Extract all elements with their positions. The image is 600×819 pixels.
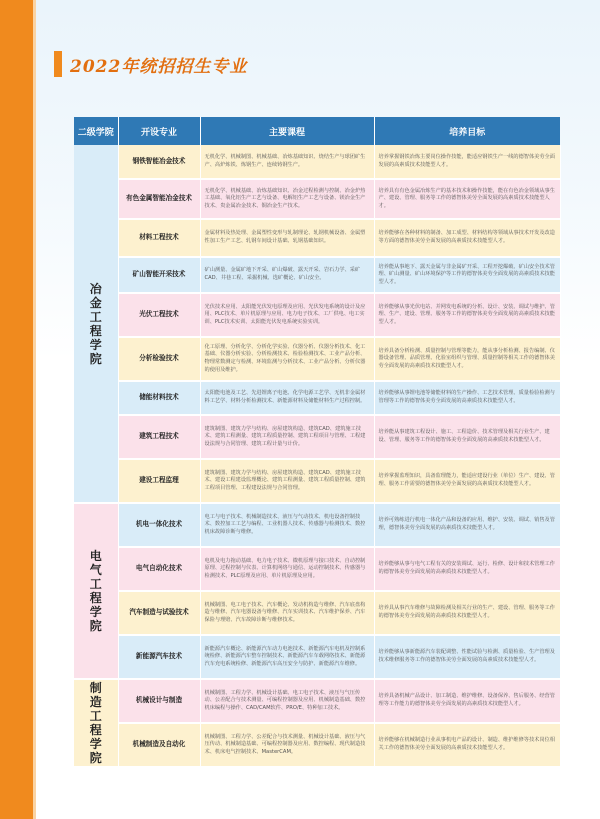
major-goals: 培养掌握监理知识，具备监理能力，能适应建设行业（单位）生产、建设、管理、服务工作需要的德智体美劳全面发展的高素质技术技能型人才。 <box>374 459 560 503</box>
header-major: 开设专业 <box>118 117 200 145</box>
major-name: 机械制造及自动化 <box>118 723 200 767</box>
major-name: 建设工程监理 <box>118 459 200 503</box>
college-name: 电气工程学院 <box>89 549 102 633</box>
table-row <box>74 679 560 723</box>
major-courses: 无机化学、机械制图、机械基础、冶炼基础知识、烧结生产与球团矿生产、高炉炼铁、炼钢生产、连续铸钢生产。 <box>200 145 374 179</box>
college-electrical <box>74 503 118 679</box>
major-name: 有色金属智能冶金技术 <box>118 179 200 219</box>
major-name: 建筑工程技术 <box>118 415 200 459</box>
table-header-row <box>74 117 560 145</box>
table-row <box>74 723 560 767</box>
major-courses: 建筑制图、建筑力学与结构、房屋建筑构造、建筑CAD、建筑施工技术、建筑工程测量、建筑工程质量控制、建筑工程项目与管理、工程建设法规与合同管理、建筑工程计量与计价。 <box>200 415 374 459</box>
major-goals: 培养能从事地下、露天金属与非金属矿开采、工程开挖爆破、矿山安全技术管理、矿山测量、矿山环境保护等工作的德智体美劳全面发展的高素质技术技能型人才。 <box>374 257 560 293</box>
left-orange-bar <box>0 0 33 819</box>
major-courses: 太阳能电池及工艺、先进锂离子电池、化学电源工艺学、无机非金属材料工艺学、材料分析检测技术、新能源材料及储能材料生产过程控制。 <box>200 381 374 415</box>
table-row <box>74 547 560 591</box>
major-courses: 建筑制图、建筑力学与结构、房屋建筑构造、建筑CAD、建筑施工技术、建设工程建设监理概论、建筑工程测量、建筑工程质量控制、建筑工程项目管理、工程建设法规与合同管理。 <box>200 459 374 503</box>
major-goals: 培养能够从事新能源汽车装配调整、性能试验与检测、质量检验、生产管理及技术维修服务等工作的德智体美劳全面发展的高素质技术技能型人才。 <box>374 635 560 679</box>
major-name: 材料工程技术 <box>118 219 200 257</box>
college-manufacturing <box>74 679 118 767</box>
major-courses: 化工原理、分析化学、分析化学实验、仪器分析、仪器分析技术、化工基础、仪器分析实验、分析检测技术、检验检测技术、工业产品分析、物理常数测定与检测、环境监测与分析技术、工业产品分析、分析仪器的使用及维护。 <box>200 337 374 381</box>
major-goals: 培养掌握钢铁冶炼主要岗位操作技能，能适应钢铁生产一线的德智体美劳全面发展的高素质技术技能型人才。 <box>374 145 560 179</box>
major-goals: 培养能够从事锂电池等储能材料的生产操作、工艺技术管理、质量检验检测与管理等工作的德智体美劳全面发展的高素质技术技能型人才。 <box>374 381 560 415</box>
major-name: 汽车制造与试验技术 <box>118 591 200 635</box>
major-courses: 机械制图、电工电子技术、汽车概论、发动机构造与维修、汽车底盘构造与维修、汽车电器设备与维修、汽车实训技术、汽车维护保养、汽车保险与理赔、汽车故障诊断与维修技术。 <box>200 591 374 635</box>
major-name: 储能材料技术 <box>118 381 200 415</box>
major-courses: 矿山测量、金属矿地下开采、矿山爆破、露天开采、岩石力学、采矿CAD、井巷工程、采掘机械、选矿概论、矿山安全。 <box>200 257 374 293</box>
major-courses: 光伏技术应用、太阳能光伏发电原理及应用、光伏发电系统的设计及应用、PLC技术、单片机原理与应用、电力电子技术、工厂供电、电工实训、PLC技术实训、太阳能光伏发电系统实验实训。 <box>200 293 374 337</box>
major-courses: 新能源汽车概论、新能源汽车动力电池技术、新能源汽车电机及控制系统检修、新能源汽车整车控制技术、新能源汽车车载网络技术、新能源汽车充电系统检修、新能源汽车高压安全与防护、新能源汽车维修。 <box>200 635 374 679</box>
table-row <box>74 591 560 635</box>
left-bar-stripe <box>33 0 36 819</box>
table-row <box>74 219 560 257</box>
title-marker <box>54 51 62 77</box>
major-goals: 培养能够从事与电气工程有关的安装调试、运行、检修、设计和技术管理工作的德智体美劳全面发展的高素质技术技能型人才。 <box>374 547 560 591</box>
major-name: 矿山智能开采技术 <box>118 257 200 293</box>
major-goals: 培养能从事建筑工程设计、施工、工程造价、技术管理及相关行业生产、建设、管理、服务等工作的德智体美劳全面发展的高素质技术技能型人才。 <box>374 415 560 459</box>
header-college: 二级学院 <box>74 117 118 145</box>
major-courses: 机械制图、工程力学、机械设计基础、电工电子技术、液压与气压传动、公差配合与技术测量、可编程控制器及应用、机械制造基础、数控机床编程与操作、CAD/CAM软件、PRO/E、特种加工技术。 <box>200 679 374 723</box>
major-goals: 培养能够从事光伏电站、并网发电系统的分析、设计、安装、调试与维护、管理、生产、建设、管理、服务等工作的德智体美劳全面发展的高素质技术技能型人才。 <box>374 293 560 337</box>
major-courses: 机械制图、工程力学、公差配合与技术测量、机械设计基础、液压与气压传动、机械制造基础、可编程控制器及应用、数控编程、现代制造技术、机床电气控制技术、MasterCAM。 <box>200 723 374 767</box>
header-courses: 主要课程 <box>200 117 374 145</box>
major-name: 机电一体化技术 <box>118 503 200 547</box>
table-row <box>74 635 560 679</box>
page-title: 2022年统招招生专业 <box>70 56 248 77</box>
table-row <box>74 415 560 459</box>
major-goals: 培养具有有色金属冶炼生产的基本技术和操作技能，能在有色冶金领域从事生产、建设、管理、服务等工作的德智体美劳全面发展的高素质技术技能型人才。 <box>374 179 560 219</box>
table-row <box>74 293 560 337</box>
major-name: 电气自动化技术 <box>118 547 200 591</box>
majors-table <box>74 117 561 768</box>
major-name: 机械设计与制造 <box>118 679 200 723</box>
major-courses: 无机化学、机械基础、冶炼基础知识、冶金过程检测与控制、冶金炉热工基础、氧化铝生产工艺与设备、电解铝生产工艺与设备、镁冶金生产技术、贵金属冶金技术、铜冶金生产技术。 <box>200 179 374 219</box>
header-goals: 培养目标 <box>374 117 560 145</box>
college-metallurgy <box>74 145 118 503</box>
table-row <box>74 257 560 293</box>
college-name: 冶金工程学院 <box>89 281 102 366</box>
table-row <box>74 337 560 381</box>
major-name: 新能源汽车技术 <box>118 635 200 679</box>
major-goals: 培养具备机械产品设计、加工制造、维护维修、设备保养、售后服务、经营管理等工作能力的德智体美劳全面发展的高素质技术技能型人才。 <box>374 679 560 723</box>
major-goals: 培养具备分析检测、质量控制与管理等能力，能从事分析检测、报告编制、仪器设备管理、品质管理、化验室组织与管理、质量控制等相关工作的德智体美劳全面发展的高素质技术技能型人才。 <box>374 337 560 381</box>
major-courses: 金属材料及热处理、金属塑性变形与轧制理论、轧钢机械设备、金属塑性加工生产工艺、轧钢车间设计基础、轧钢基础知识。 <box>200 219 374 257</box>
table-row <box>74 503 560 547</box>
title-block <box>54 50 247 78</box>
major-name: 光伏工程技术 <box>118 293 200 337</box>
college-name: 制造工程学院 <box>89 681 102 765</box>
table-row <box>74 145 560 179</box>
table-row <box>74 459 560 503</box>
major-courses: 电工与电子技术、机械制造技术、液压与气动技术、机电设备控制技术、数控加工工艺与编程、工业机器人技术、传感器与检测技术、数控机床故障诊断与维修。 <box>200 503 374 547</box>
major-goals: 培养可熟练进行机电一体化产品和设备的应用、维护、安装、调试、销售及管理，德智体美劳全面发展的高素质技术技能型人才。 <box>374 503 560 547</box>
table-row <box>74 179 560 219</box>
major-courses: 电机及电力拖动基础、电力电子技术、微机原理与接口技术、自动控制原理、过程控制与仪表、计算机网络与通信、运动控制技术、传感器与检测技术、PLC原理及应用、单片机原理及应用。 <box>200 547 374 591</box>
major-name: 分析检验技术 <box>118 337 200 381</box>
major-goals: 培养能够在各种材料的制备、加工成型、材料结构等领域从事技术开发及改造等方面的德智体美劳全面发展的高素质技术技能型人才。 <box>374 219 560 257</box>
major-goals: 培养具从事汽车维修与故障检测及相关行业的生产、建设、管理、服务等工作的德智体美劳全面发展的高素质技术技能型人才。 <box>374 591 560 635</box>
major-name: 钢铁智能冶金技术 <box>118 145 200 179</box>
major-goals: 培养能够在机械制造行业从事机电产品的设计、制造、维护维修等技术岗位相关工作的德智体美劳全面发展的高素质技术技能型人才。 <box>374 723 560 767</box>
table-row <box>74 381 560 415</box>
